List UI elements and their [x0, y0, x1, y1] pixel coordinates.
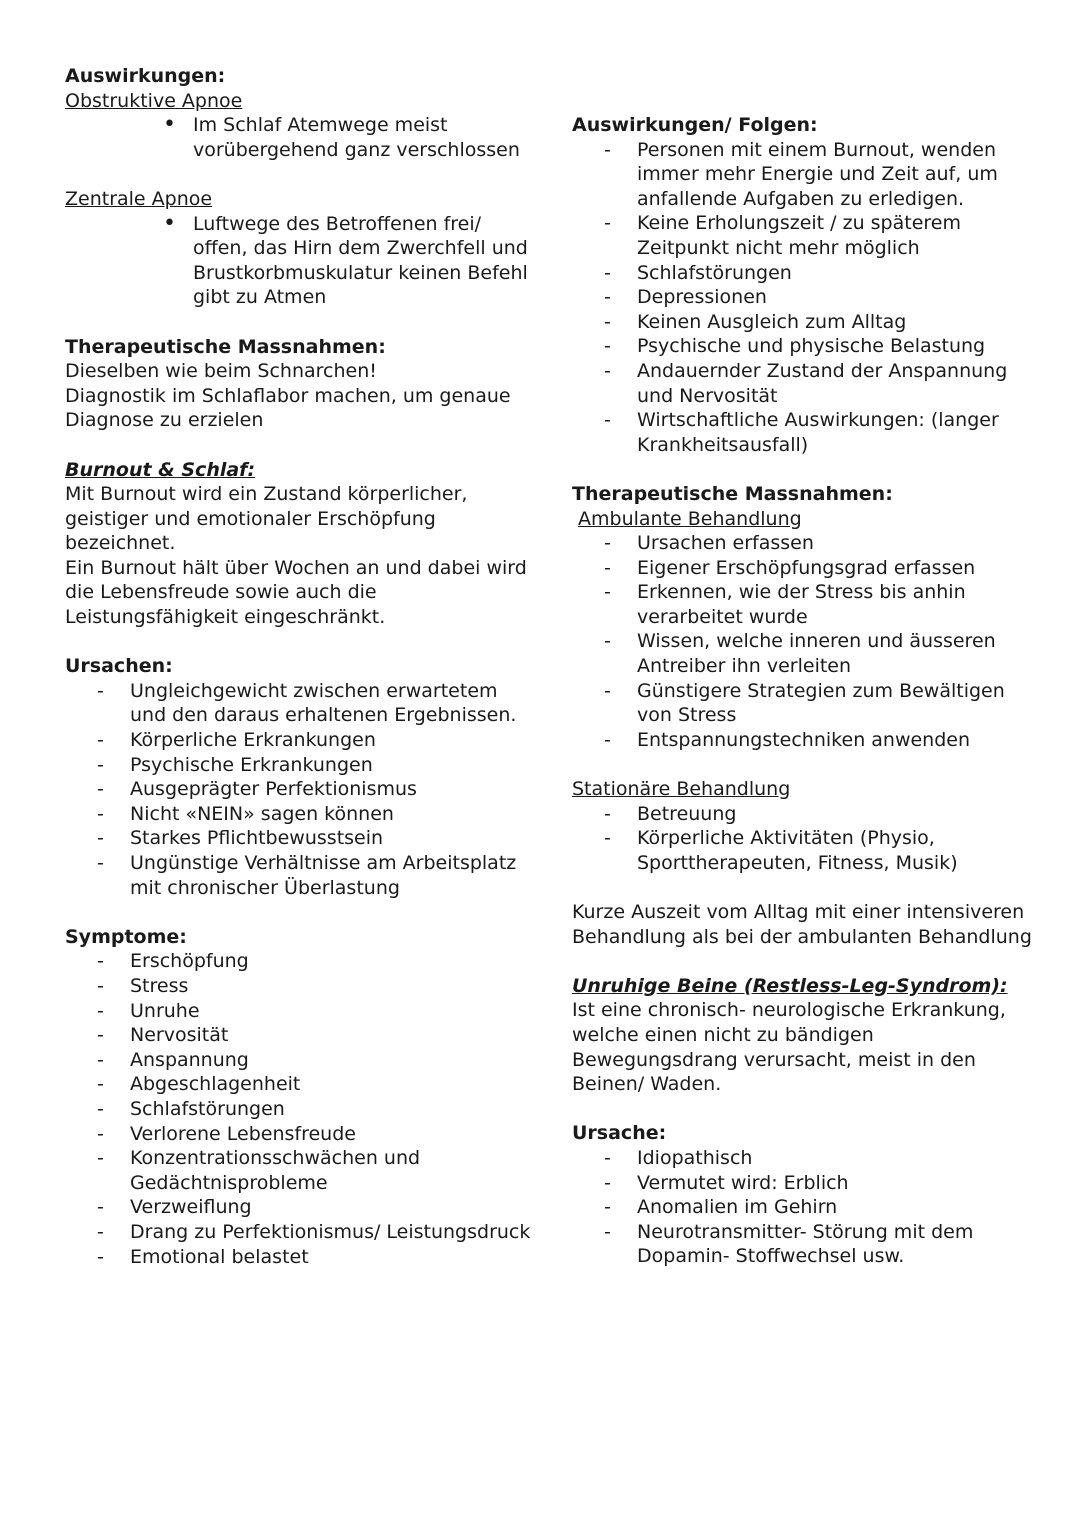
list-item: - Stress	[97, 974, 535, 999]
symptome-heading: Symptome:	[65, 925, 187, 948]
list-item: - Schlafstörungen	[97, 1097, 535, 1122]
list-item: - Schlafstörungen	[604, 261, 1042, 286]
list-item: - Vermutet wird: Erblich	[604, 1171, 1042, 1196]
list-item: - Ausgeprägter Perfektionismus	[97, 777, 535, 802]
ambulante-behandlung-heading: Ambulante Behandlung	[578, 507, 802, 530]
ursachen-list	[65, 679, 535, 900]
list-item: - Neurotransmitter- Störung mit dem Dopamin- Stoffwechsel usw.	[604, 1220, 1042, 1269]
list-item: - Ursachen erfassen	[604, 531, 1042, 556]
list-item: - Körperliche Aktivitäten (Physio, Sporttherapeuten, Fitness, Musik)	[604, 826, 1042, 875]
list-item: - Betreuung	[604, 802, 1042, 827]
list-item: - Abgeschlagenheit	[97, 1072, 535, 1097]
burnout-paragraph: Ein Burnout hält über Wochen an und dabei wird die Lebensfreude sowie auch die Leistungsfähigkeit eingeschränkt.	[65, 556, 527, 629]
therapie-heading-right: Therapeutische Massnahmen:	[572, 482, 893, 505]
list-item: • Im Schlaf Atemwege meist vorübergehend ganz verschlossen	[163, 113, 535, 162]
list-item: - Wirtschaftliche Auswirkungen: (langer Krankheitsausfall)	[604, 408, 1042, 457]
list-item: - Günstigere Strategien zum Bewältigen von Stress	[604, 679, 1042, 728]
stationaere-behandlung-heading: Stationäre Behandlung	[572, 778, 791, 801]
list-item: • Luftwege des Betroffenen frei/ offen, das Hirn dem Zwerchfell und Brustkorbmuskulatur keinen Befehl gibt zu Atmen	[163, 212, 535, 310]
list-item: - Drang zu Perfektionismus/ Leistungsdruck	[97, 1220, 535, 1245]
list-item: - Idiopathisch	[604, 1146, 1042, 1171]
list-item: - Anspannung	[97, 1048, 535, 1073]
list-item: - Keinen Ausgleich zum Alltag	[604, 310, 1042, 335]
ambulante-behandlung-list	[572, 531, 1042, 752]
therapie-line: Diagnostik im Schlaflabor machen, um genaue Diagnose zu erzielen	[65, 384, 511, 432]
list-item: - Entspannungstechniken anwenden	[604, 728, 1042, 753]
list-item: - Erschöpfung	[97, 949, 535, 974]
ursache-heading: Ursache:	[572, 1122, 667, 1145]
ursache-list	[572, 1146, 1042, 1269]
list-item: - Andauernder Zustand der Anspannung und Nervosität	[604, 359, 1042, 408]
list-item: - Personen mit einem Burnout, wenden immer mehr Energie und Zeit auf, um anfallende Aufgaben zu erledigen.	[604, 138, 1042, 212]
list-item: - Wissen, welche inneren und äusseren Antreiber ihn verleiten	[604, 629, 1042, 678]
list-item: - Verzweiflung	[97, 1195, 535, 1220]
obstruktive-apnoe-heading: Obstruktive Apnoe	[65, 89, 243, 112]
list-item: - Eigener Erschöpfungsgrad erfassen	[604, 556, 1042, 581]
burnout-heading: Burnout & Schlaf:	[65, 458, 256, 481]
list-item: - Psychische Erkrankungen	[97, 753, 535, 778]
stationaere-behandlung-list	[572, 802, 1042, 876]
list-item: - Psychische und physische Belastung	[604, 334, 1042, 359]
folgen-heading: Auswirkungen/ Folgen:	[572, 114, 818, 136]
restless-leg-paragraph: Ist eine chronisch- neurologische Erkrankung, welche einen nicht zu bändigen Bewegungsdrang verursacht, meist in den Beinen/ Waden.	[572, 999, 1006, 1096]
burnout-paragraph: Mit Burnout wird ein Zustand körperlicher, geistiger und emotionaler Erschöpfung bezeichnet.	[65, 483, 468, 555]
list-item: - Erkennen, wie der Stress bis anhin verarbeitet wurde	[604, 580, 1042, 629]
auswirkungen-heading: Auswirkungen:	[65, 65, 226, 87]
ursachen-heading: Ursachen:	[65, 655, 173, 678]
zentrale-apnoe-list	[65, 212, 535, 310]
list-item: - Verlorene Lebensfreude	[97, 1122, 535, 1147]
list-item: - Depressionen	[604, 285, 1042, 310]
left-column	[65, 64, 535, 1269]
restless-leg-heading: Unruhige Beine (Restless-Leg-Syndrom):	[572, 974, 1008, 997]
right-column	[572, 113, 1042, 1269]
symptome-list	[65, 949, 535, 1269]
list-item: - Unruhe	[97, 999, 535, 1024]
therapie-line: Dieselben wie beim Schnarchen!	[65, 360, 377, 383]
zentrale-apnoe-heading: Zentrale Apnoe	[65, 187, 213, 210]
list-item: - Nervosität	[97, 1023, 535, 1048]
list-item: - Körperliche Erkrankungen	[97, 728, 535, 753]
therapie-heading-left: Therapeutische Massnahmen:	[65, 335, 386, 358]
list-item: - Emotional belastet	[97, 1245, 535, 1270]
list-item: - Keine Erholungszeit / zu späterem Zeitpunkt nicht mehr möglich	[604, 211, 1042, 260]
obstruktive-apnoe-list	[65, 113, 535, 162]
auszeit-paragraph: Kurze Auszeit vom Alltag mit einer intensiveren Behandlung als bei der ambulanten Behandlung	[572, 901, 1032, 948]
list-item: - Anomalien im Gehirn	[604, 1195, 1042, 1220]
list-item: - Starkes Pflichtbewusstsein	[97, 826, 535, 851]
list-item: - Ungünstige Verhältnisse am Arbeitsplatz mit chronischer Überlastung	[97, 851, 535, 900]
list-item: - Ungleichgewicht zwischen erwartetem und den daraus erhaltenen Ergebnissen.	[97, 679, 535, 728]
folgen-list	[572, 138, 1042, 458]
list-item: - Konzentrationsschwächen und Gedächtnisprobleme	[97, 1146, 535, 1195]
list-item: - Nicht «NEIN» sagen können	[97, 802, 535, 827]
